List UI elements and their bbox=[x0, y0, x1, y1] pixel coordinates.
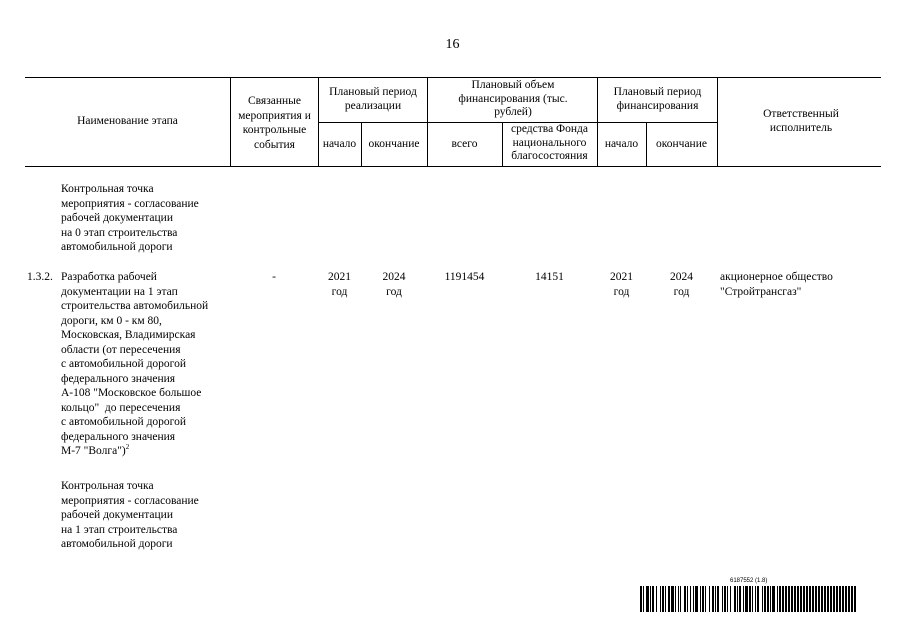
barcode-icon bbox=[640, 586, 856, 612]
row-fin-end: 2024 год bbox=[670, 271, 693, 298]
checkpoint-1-text: Контрольная точка мероприятия - согласование рабочей документации на 1 этап строительства автомобильной дороги bbox=[61, 480, 199, 550]
row-number: 1.3.2. bbox=[27, 271, 53, 283]
row-stage-name: Разработка рабочей документации на 1 этап строительства автомобильной дороги, км 0 - км 80, Московская, Владимирская области (от пересечения с автомобильной дорогой федерального значения А-108 "Московское большое кольцо" до пересечения с автомобильной дорогой федерального значения М-7 "Волга")$^2$ bbox=[61, 271, 209, 457]
header-plan-volume: Плановый объем финансирования (тыс. рублей) bbox=[458, 79, 568, 118]
header-mid-rule-fin bbox=[597, 122, 717, 123]
row-impl-end: 2024 год bbox=[382, 271, 406, 298]
col-divider-4 bbox=[427, 77, 428, 167]
header-fin-end: окончание bbox=[656, 138, 707, 150]
header-related-events: Связанные мероприятия и контрольные события bbox=[238, 95, 311, 151]
header-impl-end: окончание bbox=[368, 138, 420, 150]
header-fin-start: начало bbox=[604, 138, 639, 150]
row-fin-start: 2021 год bbox=[610, 271, 633, 298]
row-nwf: 14151 bbox=[535, 271, 564, 283]
header-top-rule bbox=[25, 77, 881, 78]
header-total: всего bbox=[451, 138, 478, 150]
header-nwf-funds: средства Фонда национального благосостояния bbox=[511, 123, 588, 162]
row-impl-start: 2021 год bbox=[328, 271, 351, 298]
page-number: 16 bbox=[445, 37, 460, 52]
row-responsible: акционерное общество "Стройтрансгаз" bbox=[720, 271, 833, 298]
col-divider-1 bbox=[230, 77, 231, 167]
header-responsible: Ответственный исполнитель bbox=[763, 108, 839, 134]
header-bottom-rule bbox=[25, 166, 881, 167]
footnote-marker: 2 bbox=[125, 443, 130, 452]
col-divider-8 bbox=[717, 77, 718, 167]
header-plan-period-fin: Плановый период финансирования bbox=[613, 86, 702, 112]
header-mid-rule-impl bbox=[318, 122, 427, 123]
row-total: 1191454 bbox=[444, 271, 485, 283]
header-plan-period-impl: Плановый период реализации bbox=[329, 86, 417, 112]
barcode-code: 6187552 (1.8) bbox=[730, 578, 768, 584]
checkpoint-0-text: Контрольная точка мероприятия - согласование рабочей документации на 0 этап строительства автомобильной дороги bbox=[61, 183, 199, 253]
header-stage-name: Наименование этапа bbox=[77, 115, 178, 127]
row-related-events: - bbox=[272, 271, 276, 283]
header-impl-start: начало bbox=[322, 138, 357, 150]
